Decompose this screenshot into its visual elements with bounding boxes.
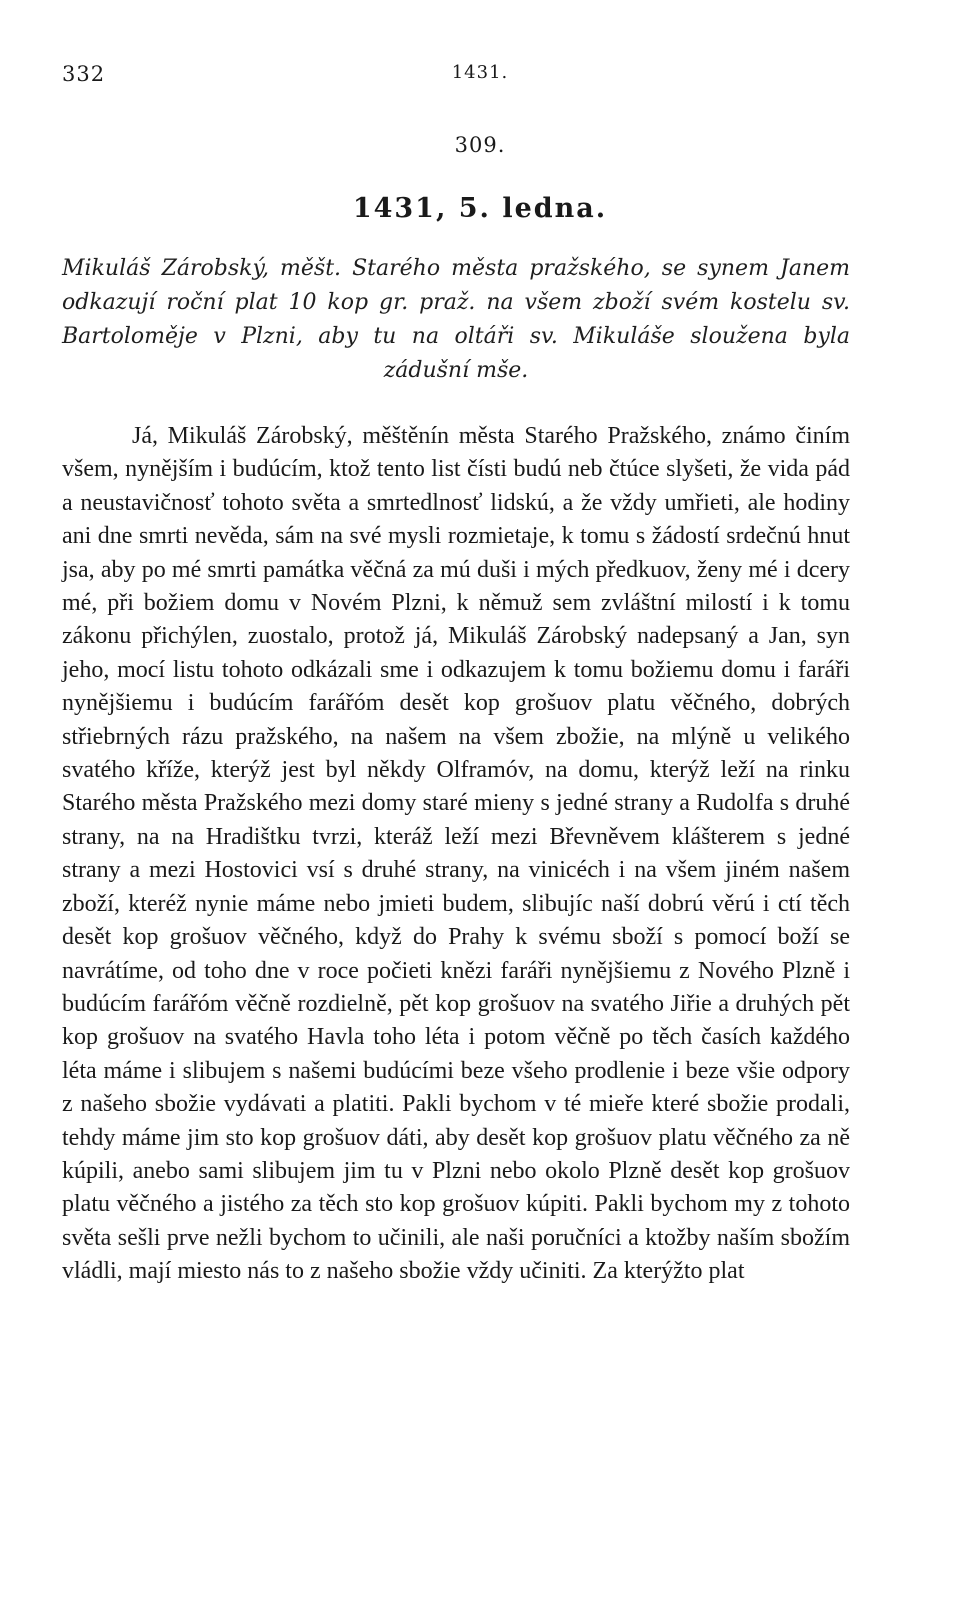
page-number: 332 — [62, 62, 106, 86]
document-date: 1431, 5. ledna. — [352, 193, 608, 224]
document-number: 309. — [454, 133, 506, 157]
document-summary: Mikuláš Zárobský, měšt. Starého města pražského, se synem Janem odkazují roční plat 10 kop gr. praž. na všem zboží svém kostelu sv. Bartoloměje v Plzni, aby tu na oltáři sv. Mikuláše sloužena byla zádušní mše. — [62, 256, 850, 383]
document-body: Já, Mikuláš Zárobský, měštěnín města Starého Pražského, známo činím všem, nynějším i budúcím, ktož tento list čísti budú neb čtúce slyšeti, že vida pád a neustavičnosť tohoto světa a smrtedlnosť lidskú, a že vždy umřieti, ale hodiny ani dne smrti nevěda, sám na své mysli rozmietaje, k tomu s žádostí srdečnú hnut jsa, aby po mé smrti památka věčná za mú duši i mých předkuov, ženy mé i dcery mé, při božiem domu v Novém Plzni, k němuž sem zvláštní milostí i k tomu zákonu přichýlen, zuostalo, protož já, Mikuláš Zárobský nadepsaný a Jan, syn jeho, mocí listu tohoto odkázali sme i odkazujem k tomu božiemu domu i faráři nynějšiemu i budúcím farářóm desět kop grošuov platu věčného, dobrých střiebrných rázu pražského, na našem na všem zbožie, na mlýně u velikého svatého kříže, kterýž jest byl někdy Olframóv, na domu, kterýž leží na rinku Starého města Pražského mezi domy staré mieny s jedné strany a Rudolfa s druhé strany, na na Hradištku tvrzi, kteráž leží mezi Břevněvem klášterem s jedné strany a mezi Hostovici vsí s druhé strany, na vinicéch i na všem jiném našem zboží, kteréž nynie máme nebo jmieti budem, slibujíc naší dobrú věrú i ctí těch desět kop grošuov věčného, když do Prahy k svému sboží s pomocí boží se navrátíme, od toho dne v roce počieti knězi faráři nynějšiemu z Nového Plzně i budúcím farářóm věčně rozdielně, pět kop grošuov na svatého Jiřie a druhých pět kop grošuov na svatého Havla toho léta i potom věčně po těch časích každého léta máme i slibujem s našemi budúcími beze všeho prodlenie i beze všie odpory z našeho sbožie vydávati a platiti. Pakli bychom v té mieře které sbožie prodali, tehdy máme jim sto kop grošuov dáti, aby desět kop grošuov platu věčného za ně kúpili, anebo sami slibujem jim tu v Plzni nebo okolo Plzně desět kop grošuov platu věčného a jistého za těch sto kop grošuov kúpiti. Pakli bychom my z tohoto světa sešli prve nežli bychom to učinili, ale naši poručníci a ktožby naším sbožím vládli, mají miesto nás to z našeho sbožie vždy učiniti. Za kterýžto plat — [62, 423, 850, 1285]
running-head-year: 1431. — [451, 62, 509, 83]
